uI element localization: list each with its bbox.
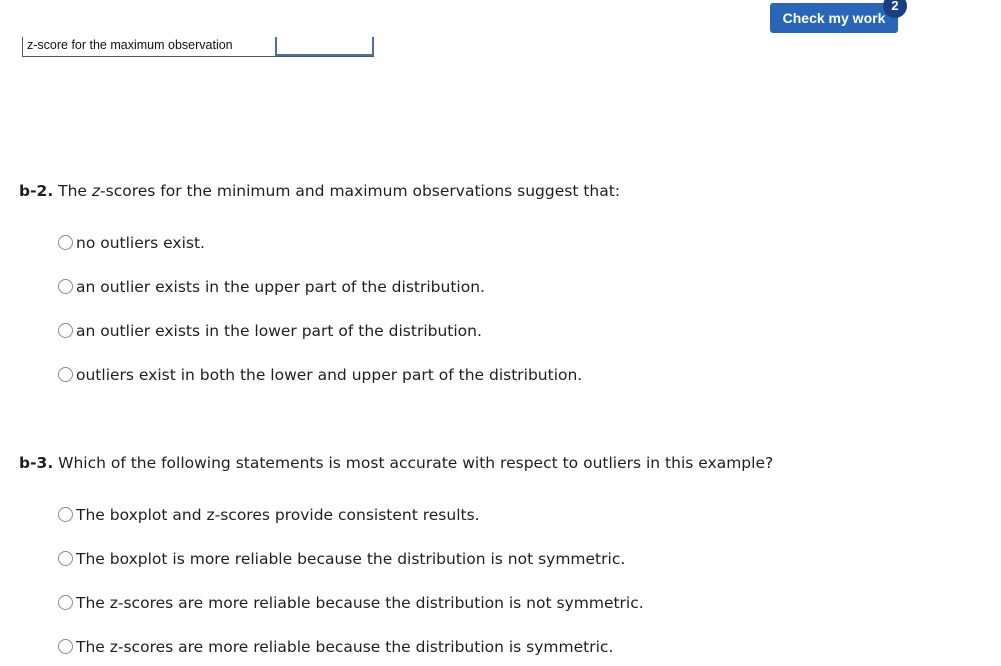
attempts-badge: 2 <box>883 0 907 18</box>
question-b2 <box>19 182 620 200</box>
radio-unselected-icon[interactable] <box>58 279 73 294</box>
question-b3-text: Which of the following statements is most accurate with respect to outliers in this example? <box>53 454 774 472</box>
b3-option-4-label: The z-scores are more reliable because the distribution is symmetric. <box>76 638 614 656</box>
radio-unselected-icon[interactable] <box>58 235 73 250</box>
question-b3-number: b-3. <box>19 454 54 472</box>
z-score-max-label: z-score for the maximum observation <box>27 38 233 52</box>
question-b2-number: b-2. <box>19 182 54 200</box>
z-score-max-input[interactable] <box>275 37 374 56</box>
b2-option-2-label: an outlier exists in the upper part of the distribution. <box>76 278 485 296</box>
question-b2-variable: z <box>91 182 101 200</box>
radio-unselected-icon[interactable] <box>58 507 73 522</box>
question-b2-prefix: The <box>53 182 92 200</box>
radio-unselected-icon[interactable] <box>58 595 73 610</box>
radio-unselected-icon[interactable] <box>58 367 73 382</box>
b2-option-4-label: outliers exist in both the lower and upper part of the distribution. <box>76 366 583 384</box>
question-b2-suffix: -scores for the minimum and maximum observations suggest that: <box>100 182 621 200</box>
radio-unselected-icon[interactable] <box>58 323 73 338</box>
check-my-work-button[interactable]: Check my work <box>770 3 898 33</box>
b2-option-1-label: no outliers exist. <box>76 234 205 252</box>
z-score-max-row <box>22 37 374 57</box>
b3-option-3-label: The z-scores are more reliable because the distribution is not symmetric. <box>76 594 644 612</box>
radio-unselected-icon[interactable] <box>58 639 73 654</box>
b3-option-1-label: The boxplot and z-scores provide consistent results. <box>76 506 480 524</box>
b2-option-3-label: an outlier exists in the lower part of the distribution. <box>76 322 482 340</box>
b3-option-2-label: The boxplot is more reliable because the distribution is not symmetric. <box>76 550 626 568</box>
radio-unselected-icon[interactable] <box>58 551 73 566</box>
question-b3 <box>19 454 773 472</box>
